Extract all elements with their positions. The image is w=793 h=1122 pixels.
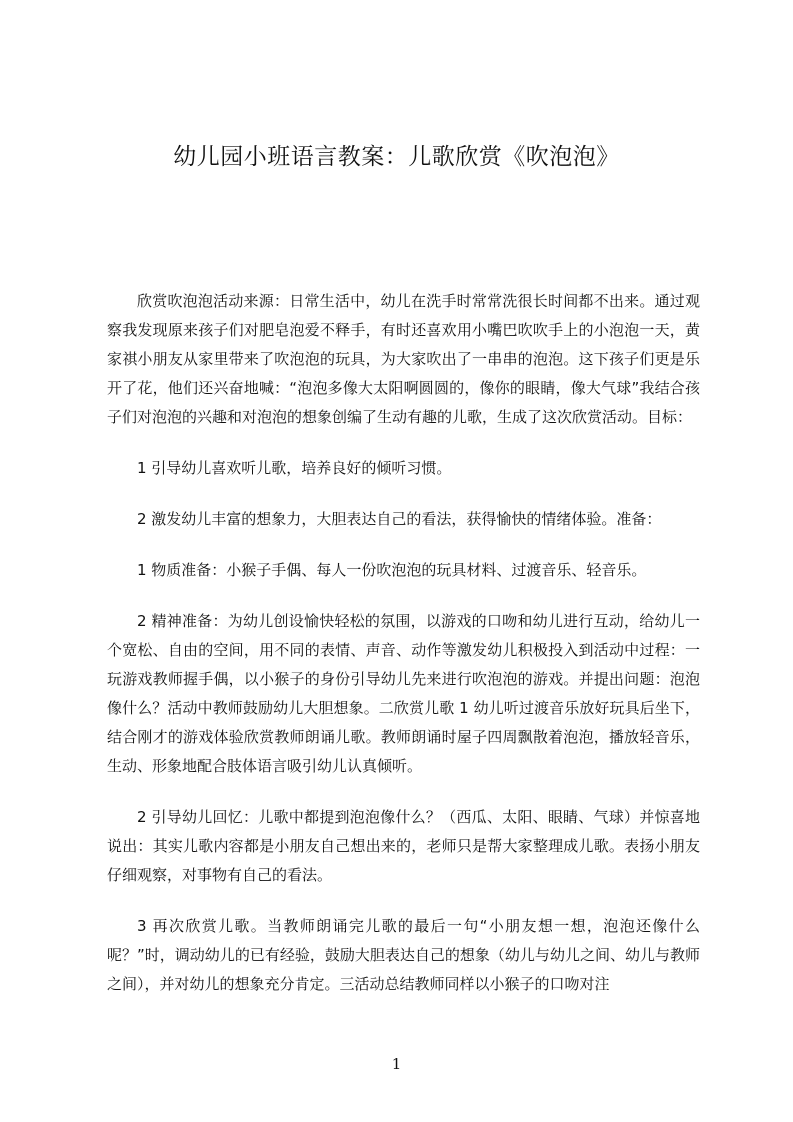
paragraph-goal-2: 2 激发幼儿丰富的想象力，大胆表达自己的看法，获得愉快的情绪体验。准备： [137,510,662,528]
paragraph-goal-1: 1 引导幼儿喜欢听儿歌，培养良好的倾听习惯。 [137,459,452,477]
page-title: 幼儿园小班语言教案：儿歌欣赏《吹泡泡》 [173,144,620,170]
page-number: 1 [391,1055,402,1073]
paragraph-source: 欣赏吹泡泡活动来源：日常生活中，幼儿在洗手时常常洗很长时间都不出来。通过观察我发现原来孩子们对肥皂泡爱不释手，有时还喜欢用小嘴巴吹吹手上的小泡泡一天，黄家祺小朋友从家里带来了吹泡泡的玩具，为大家吹出了一串串的泡泡。这下孩子们更是乐开了花，他们还兴奋地喊：“泡泡多像大太阳啊圆圆的，像你的眼睛，像大气球”我结合孩子们对泡泡的兴趣和对泡泡的想象创编了生动有趣的儿歌，生成了这次欣赏活动。目标： [107,292,700,426]
document-body [107,287,700,1021]
paragraph-recall: 2 引导幼儿回忆：儿歌中都提到泡泡像什么？（西瓜、太阳、眼睛、气球）并惊喜地说出：其实儿歌内容都是小朋友自己想出来的，老师只是帮大家整理成儿歌。表扬小朋友仔细观察，对事物有自己的看法。 [107,808,700,884]
paragraph-material-prep: 1 物质准备：小猴子手偶、每人一份吹泡泡的玩具材料、过渡音乐、轻音乐。 [137,561,647,579]
paragraph-reappreciate: 3 再次欣赏儿歌。当教师朗诵完儿歌的最后一句“小朋友想一想，泡泡还像什么呢？”时，调动幼儿的已有经验，鼓励大胆表达自己的想象（幼儿与幼儿之间、幼儿与教师之间），并对幼儿的想象充分肯定。三活动总结教师同样以小猴子的口吻对注 [107,917,700,993]
paragraph-mental-prep: 2 精神准备：为幼儿创设愉快轻松的氛围，以游戏的口吻和幼儿进行互动，给幼儿一个宽松、自由的空间，用不同的表情、声音、动作等激发幼儿积极投入到活动中过程：一玩游戏教师握手偶，以小猴子的身份引导幼儿先来进行吹泡泡的游戏。并提出问题：泡泡像什么？活动中教师鼓励幼儿大胆想象。二欣赏儿歌 1 幼儿听过渡音乐放好玩具后坐下，结合刚才的游戏体验欣赏教师朗诵儿歌。教师朗诵时屋子四周飘散着泡泡，播放轻音乐，生动、形象地配合肢体语言吸引幼儿认真倾听。 [107,612,700,775]
